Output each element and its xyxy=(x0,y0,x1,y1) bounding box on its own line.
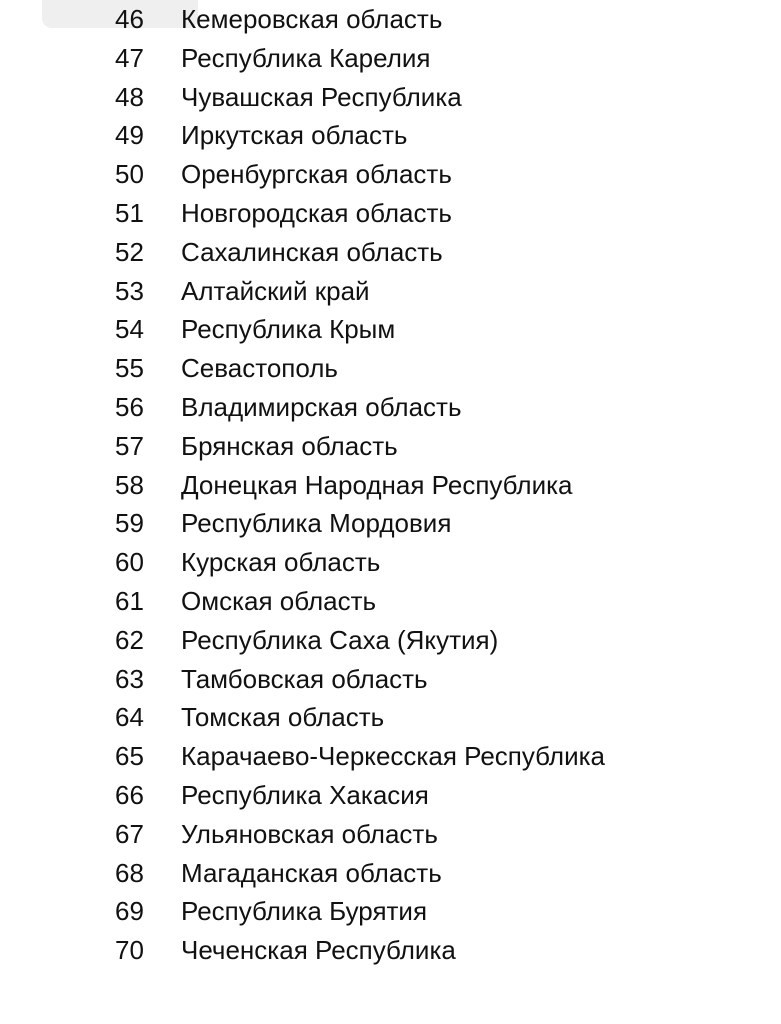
region-number: 49 xyxy=(115,120,144,151)
region-name: Республика Саха (Якутия) xyxy=(181,624,499,655)
region-name: Томская область xyxy=(181,702,385,733)
region-number: 57 xyxy=(115,430,144,461)
region-number: 60 xyxy=(115,547,144,578)
region-number: 48 xyxy=(115,81,144,112)
region-number: 55 xyxy=(115,353,144,384)
list-item xyxy=(0,737,781,776)
region-name: Республика Карелия xyxy=(181,42,431,73)
region-name: Алтайский край xyxy=(181,275,370,306)
region-number: 61 xyxy=(115,586,144,616)
list-item xyxy=(0,582,781,621)
region-name: Республика Бурятия xyxy=(181,896,428,927)
region-number: 62 xyxy=(115,624,144,655)
region-number: 54 xyxy=(115,314,144,345)
list-item xyxy=(0,155,781,194)
region-number: 53 xyxy=(115,275,144,306)
list-item xyxy=(0,815,781,854)
list-item xyxy=(0,854,781,893)
region-name: Республика Крым xyxy=(181,314,396,345)
region-number: 59 xyxy=(115,508,144,539)
region-name: Чеченская Республика xyxy=(181,935,456,966)
list-item xyxy=(0,194,781,233)
region-number: 52 xyxy=(115,236,144,267)
list-item xyxy=(0,388,781,427)
list-item xyxy=(0,272,781,311)
list-item xyxy=(0,621,781,660)
region-name: Кемеровская область xyxy=(181,4,443,34)
region-number: 68 xyxy=(115,857,144,888)
region-number: 50 xyxy=(115,159,144,190)
list-item xyxy=(0,892,781,931)
region-name: Сахалинская область xyxy=(181,236,443,267)
region-name: Севастополь xyxy=(181,353,338,384)
region-number: 58 xyxy=(115,469,144,500)
list-item xyxy=(0,931,781,970)
region-name: Карачаево-Черкесская Республика xyxy=(181,741,605,772)
list-item xyxy=(0,78,781,117)
list-item xyxy=(0,660,781,699)
region-name: Донецкая Народная Республика xyxy=(181,469,573,500)
list-item xyxy=(0,0,781,39)
region-name: Республика Хакасия xyxy=(181,780,429,810)
region-number: 51 xyxy=(115,198,144,228)
list-item xyxy=(0,116,781,155)
region-name: Оренбургская область xyxy=(181,159,452,190)
list-item xyxy=(0,504,781,543)
region-number: 46 xyxy=(115,4,144,34)
region-number: 67 xyxy=(115,818,144,849)
list-item xyxy=(0,39,781,78)
region-name: Ульяновская область xyxy=(181,818,438,849)
region-name: Магаданская область xyxy=(181,857,442,888)
region-name: Иркутская область xyxy=(181,120,408,151)
region-number: 70 xyxy=(115,935,144,966)
list-item xyxy=(0,427,781,466)
region-name: Брянская область xyxy=(181,430,398,461)
region-number: 69 xyxy=(115,896,144,927)
list-item xyxy=(0,698,781,737)
list-item xyxy=(0,776,781,815)
region-name: Владимирская область xyxy=(181,392,462,422)
region-number: 65 xyxy=(115,741,144,772)
region-name: Новгородская область xyxy=(181,198,452,228)
list-item xyxy=(0,543,781,582)
region-name: Омская область xyxy=(181,586,377,616)
list-item xyxy=(0,310,781,349)
region-number: 56 xyxy=(115,392,144,422)
region-number: 63 xyxy=(115,663,144,694)
region-name: Курская область xyxy=(181,547,381,578)
region-name: Республика Мордовия xyxy=(181,508,452,539)
region-number: 66 xyxy=(115,780,144,810)
region-number: 64 xyxy=(115,702,144,733)
region-name: Чувашская Республика xyxy=(181,81,462,112)
list-item xyxy=(0,349,781,388)
list-item xyxy=(0,233,781,272)
region-name: Тамбовская область xyxy=(181,663,428,694)
region-number: 47 xyxy=(115,42,144,73)
list-item xyxy=(0,466,781,505)
